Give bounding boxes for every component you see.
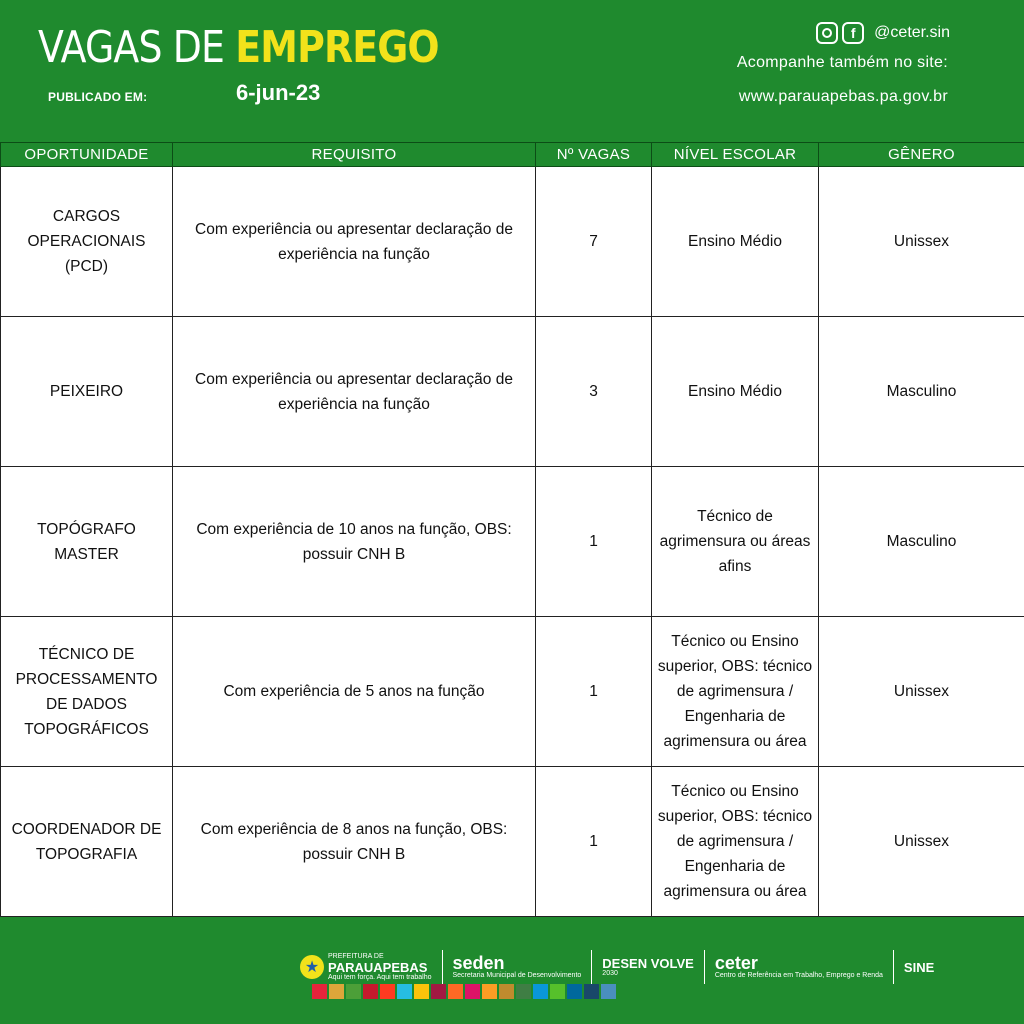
cell-genero: Unissex (819, 617, 1024, 767)
title-accent: EMPREGO (235, 22, 439, 73)
cell-nivel: Técnico de agrimensura ou áreas afins (652, 467, 819, 617)
sdg-icon (533, 984, 548, 999)
sdg-icon (516, 984, 531, 999)
sdg-icons (312, 984, 616, 1000)
sdg-icon (363, 984, 378, 999)
cell-genero: Masculino (819, 317, 1024, 467)
table-header-row (1, 143, 1024, 167)
cell-vagas: 1 (536, 467, 652, 617)
cell-requisito: Com experiência de 8 anos na função, OBS: possuir CNH B (173, 767, 536, 917)
column-header-nivel: NÍVEL ESCOLAR (652, 143, 819, 167)
sine-name: SINE (903, 959, 935, 975)
sdg-icon (550, 984, 565, 999)
sdg-icon (448, 984, 463, 999)
logo-divider (704, 950, 705, 984)
cell-nivel: Ensino Médio (652, 167, 819, 317)
cell-requisito: Com experiência ou apresentar declaração de experiência na função (173, 167, 536, 317)
sdg-icon (380, 984, 395, 999)
site-url[interactable]: www.parauapebas.pa.gov.br (738, 88, 948, 105)
table-row (1, 317, 1024, 467)
logo-divider (591, 950, 592, 984)
sdg-icon (329, 984, 344, 999)
cell-genero: Unissex (819, 167, 1024, 317)
footer-banner (0, 917, 1024, 1024)
sdg-icon (584, 984, 599, 999)
social-links (816, 20, 950, 46)
cell-nivel: Técnico ou Ensino superior, OBS: técnico de agrimensura / Engenharia de agrimensura ou área (652, 767, 819, 917)
partner-logos (300, 945, 934, 989)
cell-genero: Masculino (819, 467, 1024, 617)
cell-requisito: Com experiência ou apresentar declaração de experiência na função (173, 317, 536, 467)
jobs-table (0, 142, 1024, 917)
sdg-icon (567, 984, 582, 999)
sdg-icon (312, 984, 327, 999)
prefeitura-slogan: Aqui tem força. Aqui tem trabalho (328, 973, 432, 981)
cell-oportunidade: TÉCNICO DE PROCESSAMENTO DE DADOS TOPOGRÁFICOS (1, 617, 173, 767)
cell-nivel: Ensino Médio (652, 317, 819, 467)
site-caption: Acompanhe também no site: (736, 54, 948, 71)
cell-vagas: 1 (536, 617, 652, 767)
desenvolve-name: DESEN VOLVE (602, 955, 694, 971)
published-label: PUBLICADO EM: (48, 90, 148, 104)
table-row (1, 167, 1024, 317)
sdg-icon (465, 984, 480, 999)
seden-logo (453, 954, 582, 980)
cell-oportunidade: PEIXEIRO (1, 317, 173, 467)
sdg-icon (397, 984, 412, 999)
desenvolve-year: 2030 (602, 969, 618, 977)
prefeitura-logo (300, 953, 432, 982)
table-row (1, 467, 1024, 617)
logo-divider (442, 950, 443, 984)
cell-vagas: 1 (536, 767, 652, 917)
ceter-logo (715, 954, 883, 980)
sdg-icon (499, 984, 514, 999)
sdg-icon (414, 984, 429, 999)
table-row (1, 617, 1024, 767)
cell-requisito: Com experiência de 5 anos na função (173, 617, 536, 767)
prefeitura-name: PARAUAPEBAS (328, 959, 428, 975)
column-header-genero: GÊNERO (819, 143, 1024, 167)
column-header-oportunidade: OPORTUNIDADE (1, 143, 173, 167)
desenvolve-logo (602, 957, 694, 978)
published-date: 6-jun-23 (236, 80, 321, 105)
title-plain: VAGAS DE (38, 22, 225, 73)
social-handle[interactable]: @ceter.sin (874, 24, 950, 41)
ceter-sub: Centro de Referência em Trabalho, Emprego e Renda (714, 972, 883, 979)
facebook-icon[interactable]: f (842, 22, 864, 44)
instagram-icon[interactable] (816, 22, 838, 44)
cell-vagas: 7 (536, 167, 652, 317)
seden-sub: Secretaria Municipal de Desenvolvimento (452, 972, 582, 979)
header-banner (0, 0, 1024, 142)
sdg-icon (346, 984, 361, 999)
prefeitura-top: PREFEITURA DE (328, 952, 384, 960)
sine-logo (904, 961, 934, 974)
cell-requisito: Com experiência de 10 anos na função, OBS: possuir CNH B (173, 467, 536, 617)
sdg-icon (601, 984, 616, 999)
seden-name: seden (452, 953, 505, 973)
sdg-icon (431, 984, 446, 999)
ceter-name: ceter (714, 953, 758, 973)
cell-genero: Unissex (819, 767, 1024, 917)
logo-divider (893, 950, 894, 984)
star-icon: ★ (300, 955, 324, 979)
table-row (1, 767, 1024, 917)
cell-nivel: Técnico ou Ensino superior, OBS: técnico de agrimensura / Engenharia de agrimensura ou área (652, 617, 819, 767)
cell-oportunidade: CARGOS OPERACIONAIS (PCD) (1, 167, 173, 317)
page-title (38, 18, 439, 78)
sdg-icon (482, 984, 497, 999)
column-header-requisito: REQUISITO (173, 143, 536, 167)
cell-oportunidade: COORDENADOR DE TOPOGRAFIA (1, 767, 173, 917)
cell-oportunidade: TOPÓGRAFO MASTER (1, 467, 173, 617)
cell-vagas: 3 (536, 317, 652, 467)
column-header-vagas: Nº VAGAS (536, 143, 652, 167)
